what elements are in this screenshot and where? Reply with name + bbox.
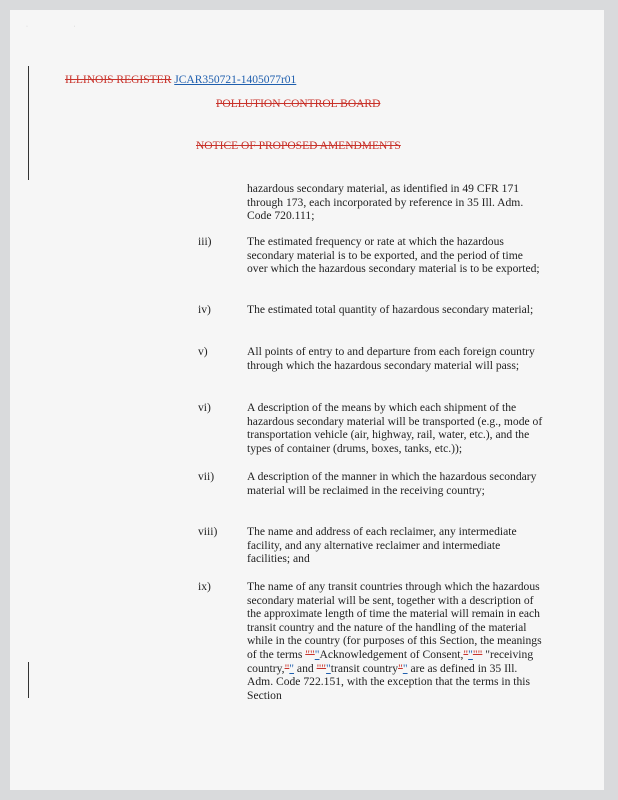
revision-bar-top [28, 66, 29, 180]
struck-quote: "" [472, 647, 483, 661]
item-text: The estimated frequency or rate at which the hazardous secondary material is to be exported, and the period of time over which the hazardous secondary material is to be exported; [247, 235, 540, 276]
defined-term: Acknowledgement of Consent, [319, 647, 464, 661]
revision-bar-bottom [28, 662, 29, 698]
defined-term: transit country [330, 661, 399, 675]
item-number: vi) [198, 401, 211, 414]
register-header [65, 74, 296, 86]
item-number: iv) [198, 303, 211, 316]
inserted-quote: " [326, 661, 331, 675]
list-item [198, 345, 543, 372]
item-text: A description of the means by which each shipment of the hazardous secondary material will be transported (e.g., mode of transportation vehicle (air, highway, rail, water, etc.), and the types of container (drums, boxes, tanks, etc.)); [247, 401, 543, 455]
list-item [198, 525, 543, 566]
text-segment: and [294, 661, 317, 675]
struck-quote: " [398, 661, 403, 675]
text-segment: are as defined in 35 Ill. Adm. Code 722.151, with the exception that the terms in this Section [247, 661, 531, 702]
text-segment: The name of any transit countries through which the hazardous secondary material will be sent, together with a description of the approximate length of time the material will remain in each transit country and the nature of the handling of the material while in the country (for purposes of this Section, the meanings of the terms [247, 580, 542, 661]
document-page [10, 10, 604, 790]
list-item [198, 401, 543, 455]
struck-quote: "" [316, 661, 327, 675]
struck-quote: " [284, 661, 290, 675]
scan-artifact: · · [26, 24, 98, 30]
item-text: The estimated total quantity of hazardous secondary material; [247, 303, 534, 316]
list-item [198, 303, 543, 317]
list-item [198, 235, 543, 276]
item-text: All points of entry to and departure from each foreign country through which the hazardous secondary material will pass; [247, 345, 535, 372]
item-text: The name and address of each reclaimer, any intermediate facility, and any alternative reclaimer and intermediate facilities; and [247, 525, 517, 566]
struck-quote: " [463, 647, 469, 661]
item-text [247, 580, 543, 702]
inserted-quote: " [468, 647, 473, 661]
board-header: POLLUTION CONTROL BOARD [216, 98, 381, 110]
item-number: vii) [198, 470, 215, 483]
item-number: v) [198, 345, 208, 358]
item-number: ix) [198, 580, 211, 593]
list-item [198, 470, 543, 497]
item-text: A description of the manner in which the hazardous secondary material will be reclaimed in the receiving country; [247, 470, 537, 497]
inserted-quote: " [314, 647, 320, 661]
list-item-ix [198, 580, 543, 702]
item-number: viii) [198, 525, 218, 538]
struck-quote: "" [305, 647, 315, 661]
inserted-quote: " [289, 661, 295, 675]
inserted-quote: " [402, 661, 408, 675]
defined-term: "receiving country, [247, 647, 534, 675]
register-struck: ILLINOIS REGISTER [65, 74, 172, 86]
item-number: iii) [198, 235, 212, 248]
continuation-paragraph: hazardous secondary material, as identified in 49 CFR 171 through 173, each incorporated by reference in 35 Ill. Adm. Code 720.111; [247, 182, 524, 223]
notice-header: NOTICE OF PROPOSED AMENDMENTS [196, 140, 401, 152]
register-inserted: JCAR350721-1405077r01 [174, 74, 297, 86]
